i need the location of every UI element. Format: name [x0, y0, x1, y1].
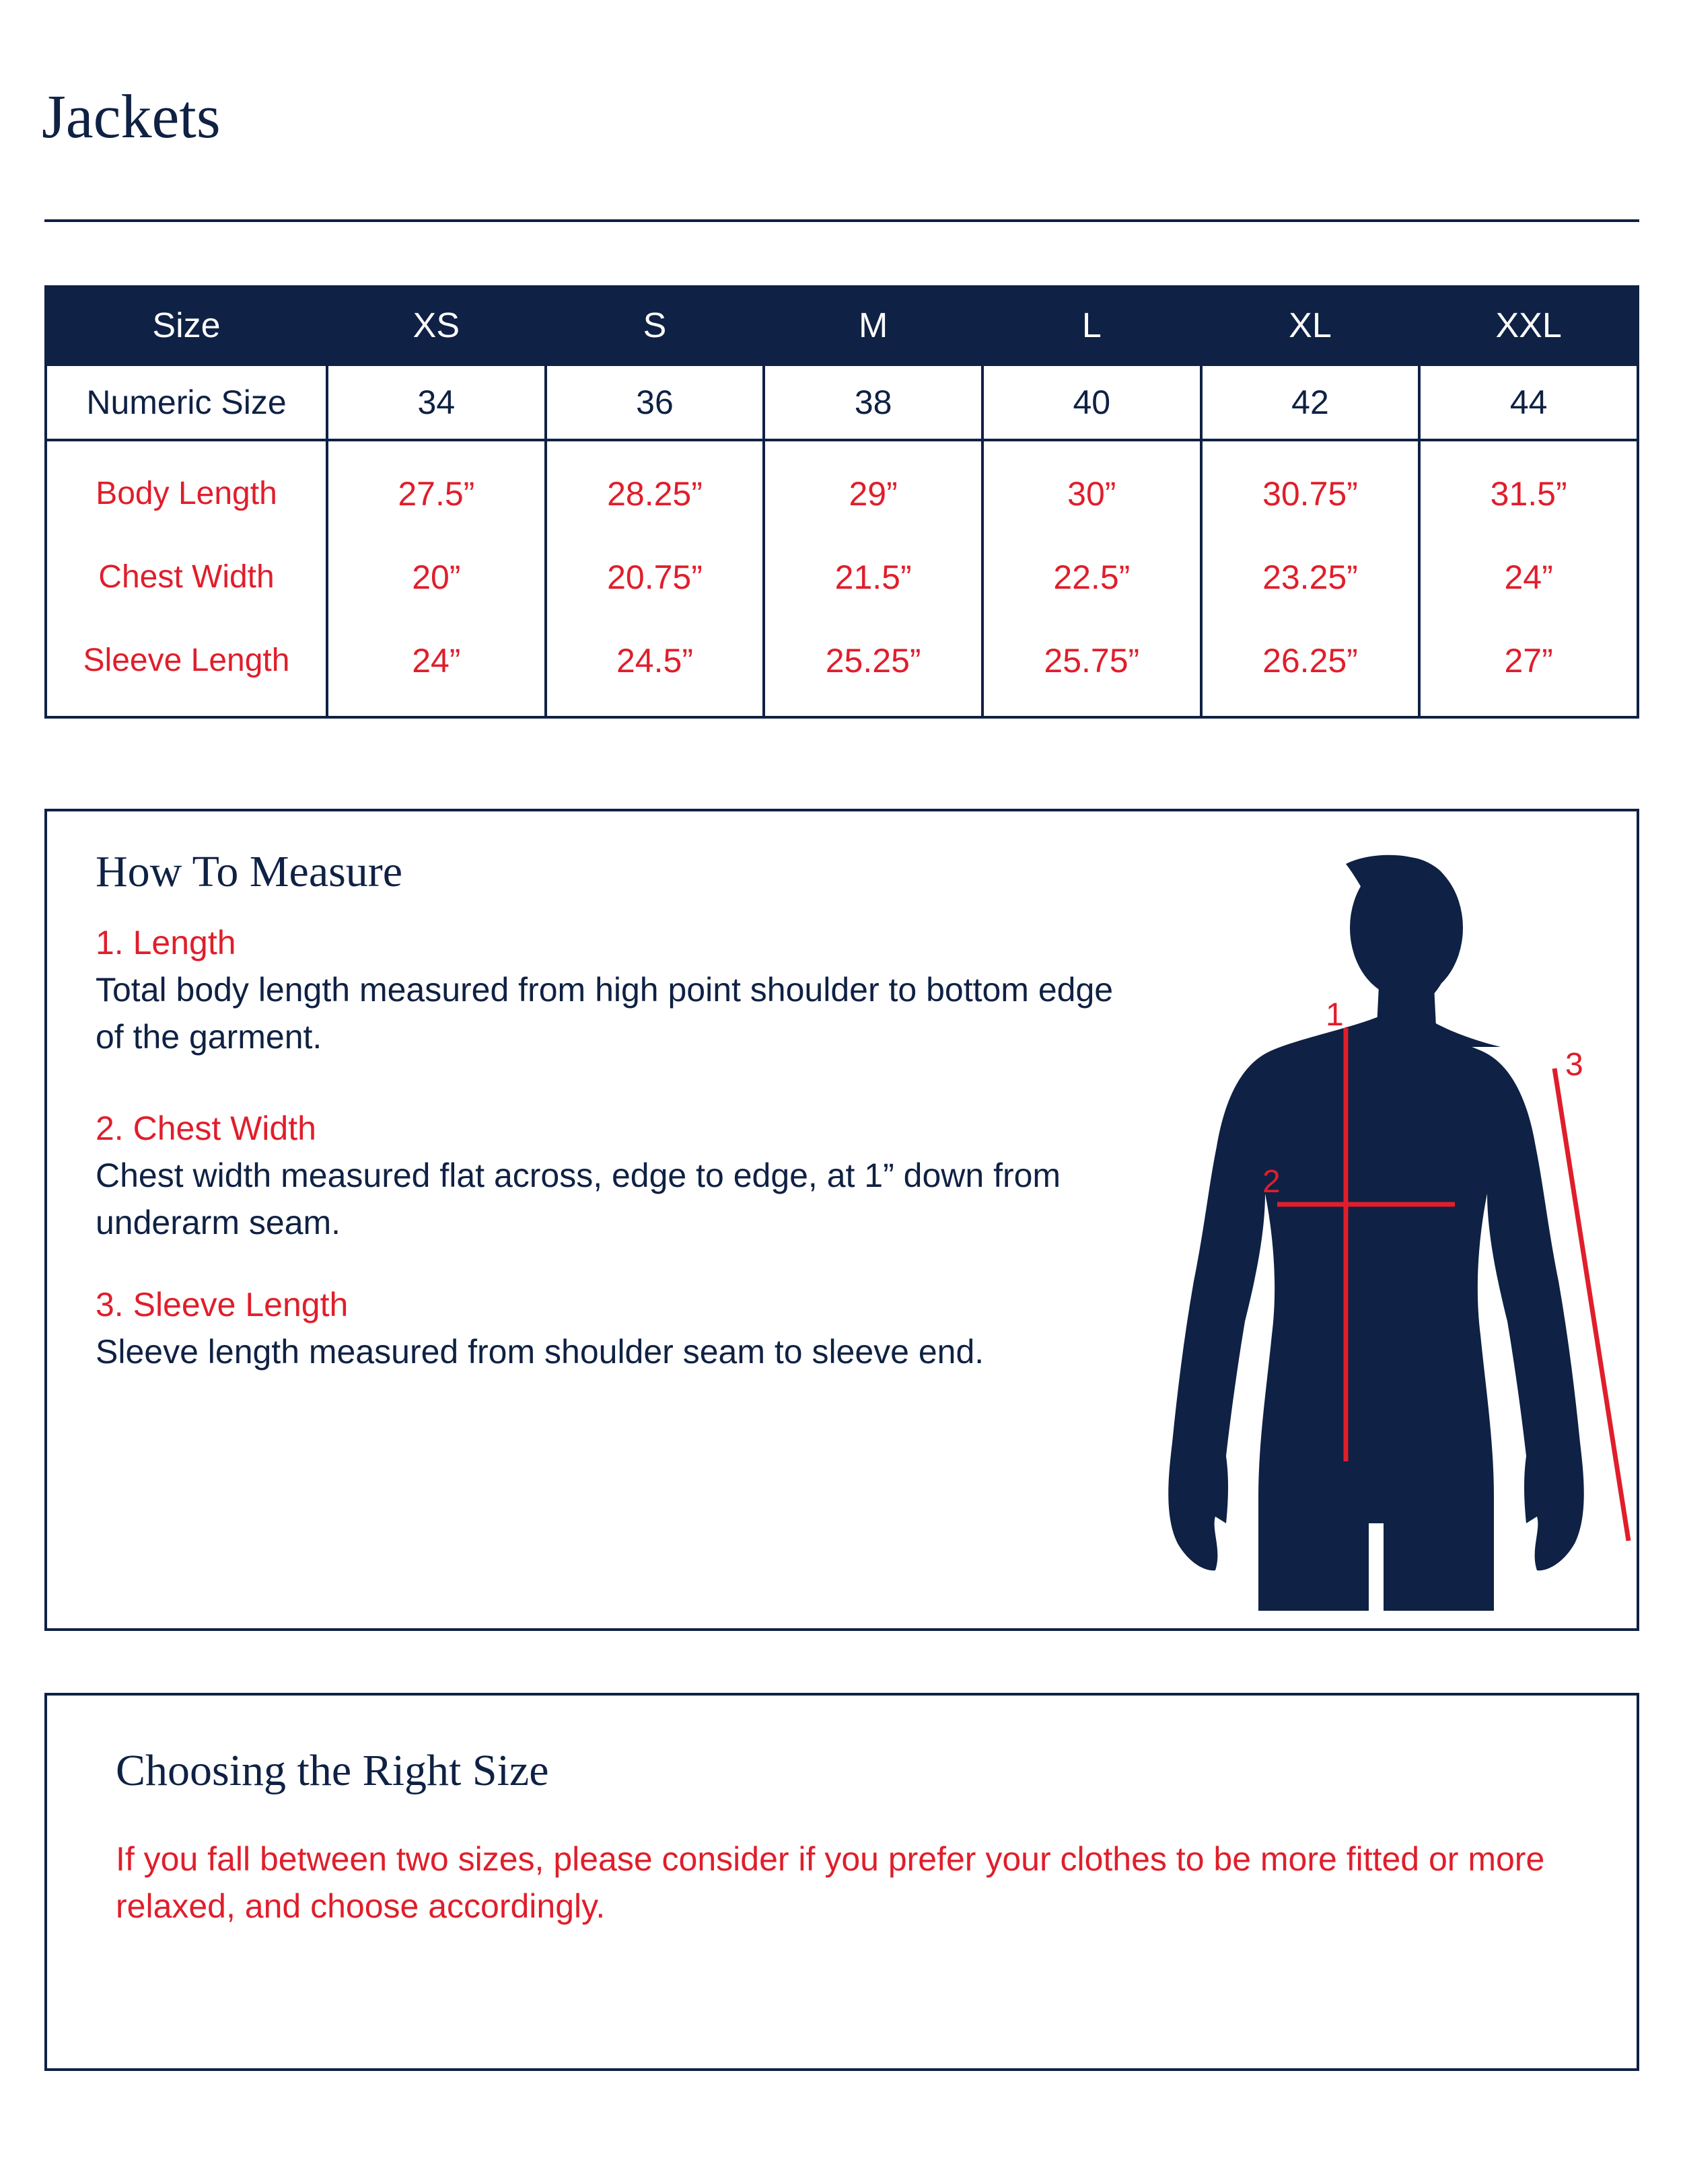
sleeve-length-value: 24”: [412, 642, 461, 680]
sleeve-length-value: 25.75”: [1044, 642, 1140, 680]
size-header-l: L: [982, 287, 1201, 365]
marker-2: 2: [1262, 1164, 1281, 1200]
sleeve-length-value: 24.5”: [616, 642, 693, 680]
body-length-label: Body Length: [96, 476, 277, 511]
chest-width-value: 21.5”: [834, 558, 912, 596]
size-header-s: S: [546, 287, 764, 365]
numeric-size-row: [46, 365, 1638, 440]
measurement-column-l: [982, 440, 1201, 717]
step-sleeve-length: [96, 1281, 1118, 1375]
body-length-value: 30”: [1067, 475, 1116, 513]
numeric-size-cell: 34: [327, 365, 546, 440]
sleeve-length-label: Sleeve Length: [83, 643, 290, 678]
chest-width-value: 20”: [412, 558, 461, 596]
size-header-xl: XL: [1201, 287, 1420, 365]
size-header-xs: XS: [327, 287, 546, 365]
step-length: [96, 919, 1118, 1060]
numeric-size-label: Numeric Size: [46, 365, 327, 440]
choosing-size-title: Choosing the Right Size: [116, 1746, 549, 1795]
measurement-column-xs: [327, 440, 546, 717]
body-length-value: 30.75”: [1262, 475, 1358, 513]
body-length-value: 27.5”: [398, 475, 475, 513]
choosing-size-text: If you fall between two sizes, please consider if you prefer your clothes to be more fitted or more relaxed, and choose accordingly.: [116, 1840, 1545, 1925]
chest-width-value: 20.75”: [607, 558, 703, 596]
step-description: Total body length measured from high point shoulder to bottom edge of the garment.: [96, 971, 1114, 1056]
body-length-value: 31.5”: [1490, 475, 1567, 513]
measurement-column-xl: [1201, 440, 1420, 717]
numeric-size-cell: 36: [546, 365, 764, 440]
page-title: Jackets: [42, 82, 221, 151]
numeric-size-cell: 38: [764, 365, 982, 440]
body-silhouette: [1168, 855, 1584, 1611]
measurements-row: [46, 440, 1638, 717]
size-header-label: Size: [46, 287, 327, 365]
body-measurement-figure: [1164, 850, 1649, 1611]
numeric-size-cell: 44: [1419, 365, 1638, 440]
body-length-value: 29”: [849, 475, 898, 513]
marker-3: 3: [1565, 1047, 1583, 1083]
size-chart-table: [44, 285, 1639, 719]
step-heading: 2. Chest Width: [96, 1109, 316, 1147]
sleeve-length-value: 27”: [1504, 642, 1553, 680]
title-divider: [44, 219, 1639, 222]
numeric-size-cell: 40: [982, 365, 1201, 440]
chest-width-value: 24”: [1504, 558, 1553, 596]
how-to-measure-panel: [44, 809, 1639, 1631]
how-to-measure-title: How To Measure: [96, 847, 403, 896]
measurement-labels-cell: [46, 440, 327, 717]
chest-width-value: 22.5”: [1053, 558, 1131, 596]
chest-width-label: Chest Width: [98, 559, 275, 595]
choosing-size-panel: [44, 1693, 1639, 2071]
step-heading: 1. Length: [96, 924, 236, 961]
size-header-xxl: XXL: [1419, 287, 1638, 365]
size-header-row: [46, 287, 1638, 365]
step-description: Sleeve length measured from shoulder seam to sleeve end.: [96, 1333, 984, 1371]
size-header-m: M: [764, 287, 982, 365]
chest-width-value: 23.25”: [1262, 558, 1358, 596]
step-chest-width: [96, 1105, 1118, 1246]
sleeve-length-value: 26.25”: [1262, 642, 1358, 680]
sleeve-length-value: 25.25”: [825, 642, 921, 680]
step-description: Chest width measured flat across, edge to edge, at 1” down from underarm seam.: [96, 1157, 1061, 1241]
body-length-value: 28.25”: [607, 475, 703, 513]
measurement-column-xxl: [1419, 440, 1638, 717]
measurement-column-m: [764, 440, 982, 717]
step-heading: 3. Sleeve Length: [96, 1286, 349, 1323]
numeric-size-cell: 42: [1201, 365, 1420, 440]
measurement-column-s: [546, 440, 764, 717]
marker-1: 1: [1326, 997, 1344, 1033]
